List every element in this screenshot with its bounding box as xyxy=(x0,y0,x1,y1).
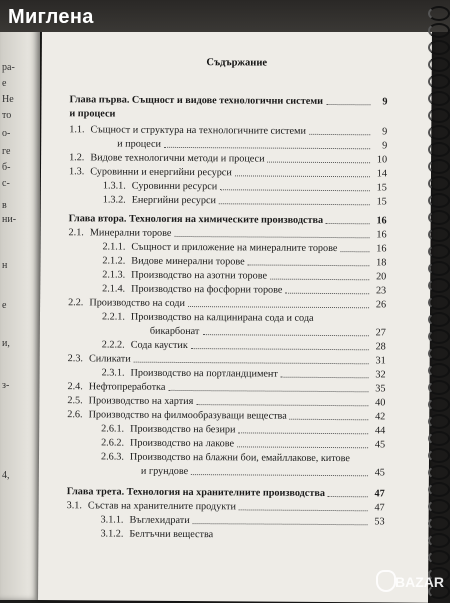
toc-chapter-row[interactable] xyxy=(69,94,387,108)
spiral-coil xyxy=(428,74,450,89)
toc-number: 3.1.1. xyxy=(100,514,124,526)
toc-number: 2.3.1. xyxy=(101,367,125,379)
toc-row[interactable] xyxy=(102,367,386,381)
spiral-coil xyxy=(428,142,450,157)
toc-number: 2.1.2. xyxy=(102,255,126,267)
toc-number: 2.2. xyxy=(68,297,84,309)
toc-text: Същност и структура на технологичните системи xyxy=(90,124,306,137)
spiral-coil xyxy=(428,261,450,276)
toc-row[interactable] xyxy=(67,500,385,514)
spiral-coil xyxy=(428,533,450,548)
toc-number: 2.6.3. xyxy=(100,451,124,463)
toc-page-number: 42 xyxy=(375,411,386,423)
toc-text: Производство на безири xyxy=(130,423,236,436)
spiral-coil xyxy=(428,125,450,140)
toc-number: 2.5. xyxy=(67,395,83,407)
adjacent-page-fragment: е xyxy=(2,300,7,311)
toc-row[interactable] xyxy=(141,466,385,480)
toc-text: Минерални торове xyxy=(89,227,172,239)
toc-page-number: 35 xyxy=(375,383,386,395)
toc-leader-dots xyxy=(281,377,369,379)
toc-page-number: 45 xyxy=(374,467,385,479)
toc-row[interactable] xyxy=(102,269,386,283)
toc-row[interactable] xyxy=(102,311,386,325)
toc-number: 1.3.2. xyxy=(102,194,126,206)
toc-number: 2.1. xyxy=(68,227,84,239)
toc-text: Производство на блажни бои, емайллакове, китове xyxy=(129,451,350,465)
spiral-coil xyxy=(428,91,450,106)
toc-number: 2.1.1. xyxy=(102,241,126,253)
toc-text: и процеси xyxy=(69,108,116,120)
toc-page-number: 10 xyxy=(376,154,388,166)
toc-text: Суровинни ресурси xyxy=(131,180,218,193)
toc-number: 2.6.1. xyxy=(101,423,125,435)
page-title: Съдържание xyxy=(206,57,268,69)
toc-text: и грундове xyxy=(140,465,189,478)
toc-row[interactable] xyxy=(103,194,387,208)
toc-text: Глава втора. Технология на химическите производства xyxy=(68,213,324,226)
spiral-coil xyxy=(428,448,450,463)
toc-text: Силикати xyxy=(88,353,131,365)
toc-page-number: 27 xyxy=(375,327,386,339)
toc-leader-dots xyxy=(164,147,370,149)
toc-chapter-row[interactable] xyxy=(69,213,387,227)
toc-leader-dots xyxy=(238,432,368,434)
spiral-coil xyxy=(428,278,450,293)
toc-leader-dots xyxy=(340,251,369,252)
toc-row[interactable] xyxy=(100,528,384,542)
toc-page-number: 18 xyxy=(376,257,387,269)
spiral-coil xyxy=(428,57,450,72)
toc-number: 2.6. xyxy=(67,409,83,421)
spiral-coil xyxy=(428,108,450,123)
adjacent-page-fragment: то xyxy=(2,110,12,121)
toc-text: и процеси xyxy=(117,138,162,150)
adjacent-page-fragment: Не xyxy=(2,94,14,105)
toc-leader-dots xyxy=(174,236,369,238)
spiral-coil xyxy=(428,499,450,514)
toc-chapter-row[interactable] xyxy=(69,108,387,122)
toc-leader-dots xyxy=(285,293,369,295)
adjacent-page-fragment: о- xyxy=(2,128,11,139)
toc-page-number: 23 xyxy=(375,285,387,297)
toc-row[interactable] xyxy=(67,395,385,409)
watermark-text: Миглена xyxy=(8,6,94,28)
toc-page-number: 53 xyxy=(374,516,385,528)
toc-page-number: 15 xyxy=(376,196,387,208)
toc-number: 1.2. xyxy=(69,152,85,164)
adjacent-page-fragment: ни- xyxy=(2,214,17,225)
toc-page-number: 16 xyxy=(376,215,387,227)
toc-text: Въглехидрати xyxy=(129,514,190,527)
toc-leader-dots xyxy=(202,334,369,336)
bazar-logo xyxy=(374,562,444,596)
toc-leader-dots xyxy=(290,419,369,421)
adjacent-page-fragment: н xyxy=(2,260,8,271)
toc-number: 2.4. xyxy=(67,381,83,393)
adjacent-page-fragment: з- xyxy=(2,380,10,391)
spiral-coil xyxy=(428,414,450,429)
spiral-coil xyxy=(428,465,450,480)
bazar-logo-text: BAZAR xyxy=(395,574,444,590)
toc-leader-dots xyxy=(191,348,369,350)
toc-leader-dots xyxy=(270,279,369,281)
toc-text: Видове минерални торове xyxy=(131,255,245,268)
toc-leader-dots xyxy=(328,496,368,497)
toc-text: Производство на лакове xyxy=(129,437,235,450)
toc-row[interactable] xyxy=(69,152,387,166)
toc-text: Видове технологични методи и процеси xyxy=(90,152,265,165)
toc-row[interactable] xyxy=(101,423,385,437)
toc-text: Нефтопреработка xyxy=(88,381,166,393)
toc-leader-dots xyxy=(168,390,368,392)
toc-leader-dots xyxy=(219,203,370,205)
toc-row[interactable] xyxy=(68,353,386,367)
toc-page-number: 26 xyxy=(375,299,387,311)
toc-page-number: 16 xyxy=(376,243,387,255)
toc-text: Сода каустик xyxy=(130,339,188,352)
bazar-logo-icon xyxy=(376,570,396,592)
toc-text: Суровинни и енергийни ресурси xyxy=(90,166,232,179)
dark-header-band xyxy=(0,0,450,32)
adjacent-page-strip xyxy=(0,0,40,600)
toc-number: 2.2.1. xyxy=(101,311,125,323)
toc-leader-dots xyxy=(235,175,370,177)
toc-row[interactable] xyxy=(103,180,387,194)
toc-leader-dots xyxy=(237,446,368,448)
toc-leader-dots xyxy=(193,523,368,525)
toc-row[interactable] xyxy=(67,409,385,423)
adjacent-page-fragment: с- xyxy=(2,178,10,189)
adjacent-page-fragment: е xyxy=(2,78,7,89)
toc-page-number: 44 xyxy=(374,425,386,437)
spiral-coil xyxy=(428,397,450,412)
spiral-coil xyxy=(428,312,450,327)
toc-leader-dots xyxy=(196,404,368,406)
toc-row[interactable] xyxy=(102,241,386,255)
toc-number: 3.1. xyxy=(66,500,82,512)
toc-row[interactable] xyxy=(68,297,386,311)
spiral-coil xyxy=(428,210,450,225)
toc-row[interactable] xyxy=(69,227,387,241)
toc-page-number: 40 xyxy=(375,397,386,409)
toc-text: Същност и приложение на минералните торове xyxy=(131,241,338,255)
toc-number: 2.1.4. xyxy=(102,283,126,295)
toc-text: Енергийни ресурси xyxy=(131,194,217,207)
toc-number: 3.1.2. xyxy=(100,528,124,540)
toc-number: 1.1. xyxy=(69,124,85,136)
toc-page-number: 9 xyxy=(382,126,388,138)
toc-page-number: 45 xyxy=(374,439,386,451)
toc-page-number: 28 xyxy=(375,341,386,353)
spiral-coil xyxy=(428,363,450,378)
spiral-binding xyxy=(424,0,450,600)
toc-leader-dots xyxy=(326,104,370,105)
toc-row[interactable] xyxy=(150,326,386,340)
toc-page-number: 20 xyxy=(376,271,387,283)
spiral-coil xyxy=(428,244,450,259)
toc-text: бикарбонат xyxy=(149,325,200,338)
toc-leader-dots xyxy=(188,306,369,308)
toc-row[interactable] xyxy=(102,255,386,269)
toc-row[interactable] xyxy=(102,339,386,353)
adjacent-page-fragment: и, xyxy=(2,338,10,349)
toc-leader-dots xyxy=(220,189,370,191)
spiral-coil xyxy=(428,295,450,310)
toc-number: 2.3. xyxy=(67,353,84,365)
spiral-coil xyxy=(428,346,450,361)
spiral-coil xyxy=(428,431,450,446)
toc-row[interactable] xyxy=(117,139,387,153)
toc-number: 2.6.2. xyxy=(101,437,125,449)
toc-page-number: 16 xyxy=(376,229,387,241)
spiral-coil xyxy=(428,23,450,38)
toc-leader-dots xyxy=(239,509,368,511)
toc-text: Глава първа. Същност и видове технологични системи xyxy=(69,94,324,107)
toc-chapter-row[interactable] xyxy=(67,486,385,500)
document-page xyxy=(38,28,432,603)
toc-page-number: 14 xyxy=(376,168,388,180)
toc-page-number: 47 xyxy=(374,488,385,500)
toc-page-number: 32 xyxy=(375,369,386,381)
spiral-coil xyxy=(428,380,450,395)
toc-text: Производство на филмообразуващи вещества xyxy=(88,409,287,422)
spiral-coil xyxy=(428,482,450,497)
toc-text: Производство на соди xyxy=(89,297,185,310)
spiral-coil xyxy=(428,193,450,208)
adjacent-page-fragment: 4, xyxy=(2,470,10,481)
toc-text: Състав на хранителните продукти xyxy=(87,500,236,513)
toc-page-number: 15 xyxy=(376,182,387,194)
spiral-coil xyxy=(428,6,450,21)
toc-number: 1.3. xyxy=(68,166,85,178)
toc-row[interactable] xyxy=(67,381,385,395)
toc-number: 1.3.1. xyxy=(102,180,126,192)
toc-page-number: 47 xyxy=(374,502,385,514)
toc-leader-dots xyxy=(326,223,370,224)
adjacent-page-fragment: ра- xyxy=(2,62,15,73)
toc-text: Производство на хартия xyxy=(88,395,194,408)
toc-row[interactable] xyxy=(101,437,385,451)
spiral-coil xyxy=(428,516,450,531)
toc-page-number: 9 xyxy=(382,96,388,108)
toc-leader-dots xyxy=(309,134,370,135)
toc-page-number: 31 xyxy=(375,355,386,367)
spiral-coil xyxy=(428,329,450,344)
toc-text: Производство на азотни торове xyxy=(131,269,268,282)
toc-text: Производство на фосфорни торове xyxy=(131,283,283,296)
toc-text: Глава трета. Технология на хранителните производства xyxy=(66,486,325,499)
toc-row[interactable] xyxy=(102,283,386,297)
toc-leader-dots xyxy=(268,162,371,164)
toc-leader-dots xyxy=(248,264,370,266)
toc-text: Белтъчни вещества xyxy=(129,528,214,541)
spiral-coil xyxy=(428,159,450,174)
spiral-coil xyxy=(428,176,450,191)
toc-row[interactable] xyxy=(69,124,387,138)
toc-row[interactable] xyxy=(101,514,385,528)
toc-number: 2.2.2. xyxy=(101,339,125,351)
adjacent-page-fragment: ге xyxy=(2,146,11,157)
toc-row[interactable] xyxy=(101,451,385,465)
adjacent-page-fragment: в xyxy=(2,200,7,211)
adjacent-page-fragment: б- xyxy=(2,162,11,173)
spiral-coil xyxy=(428,40,450,55)
toc-number: 2.1.3. xyxy=(102,269,126,281)
toc-text: Производство на калцинирана сода и сода xyxy=(130,311,314,324)
toc-text: Производство на портландцимент xyxy=(130,367,278,380)
spiral-coil xyxy=(428,227,450,242)
toc-row[interactable] xyxy=(69,166,387,180)
toc-page-number: 9 xyxy=(382,140,388,152)
toc-leader-dots xyxy=(134,362,369,365)
toc-leader-dots xyxy=(191,474,368,476)
